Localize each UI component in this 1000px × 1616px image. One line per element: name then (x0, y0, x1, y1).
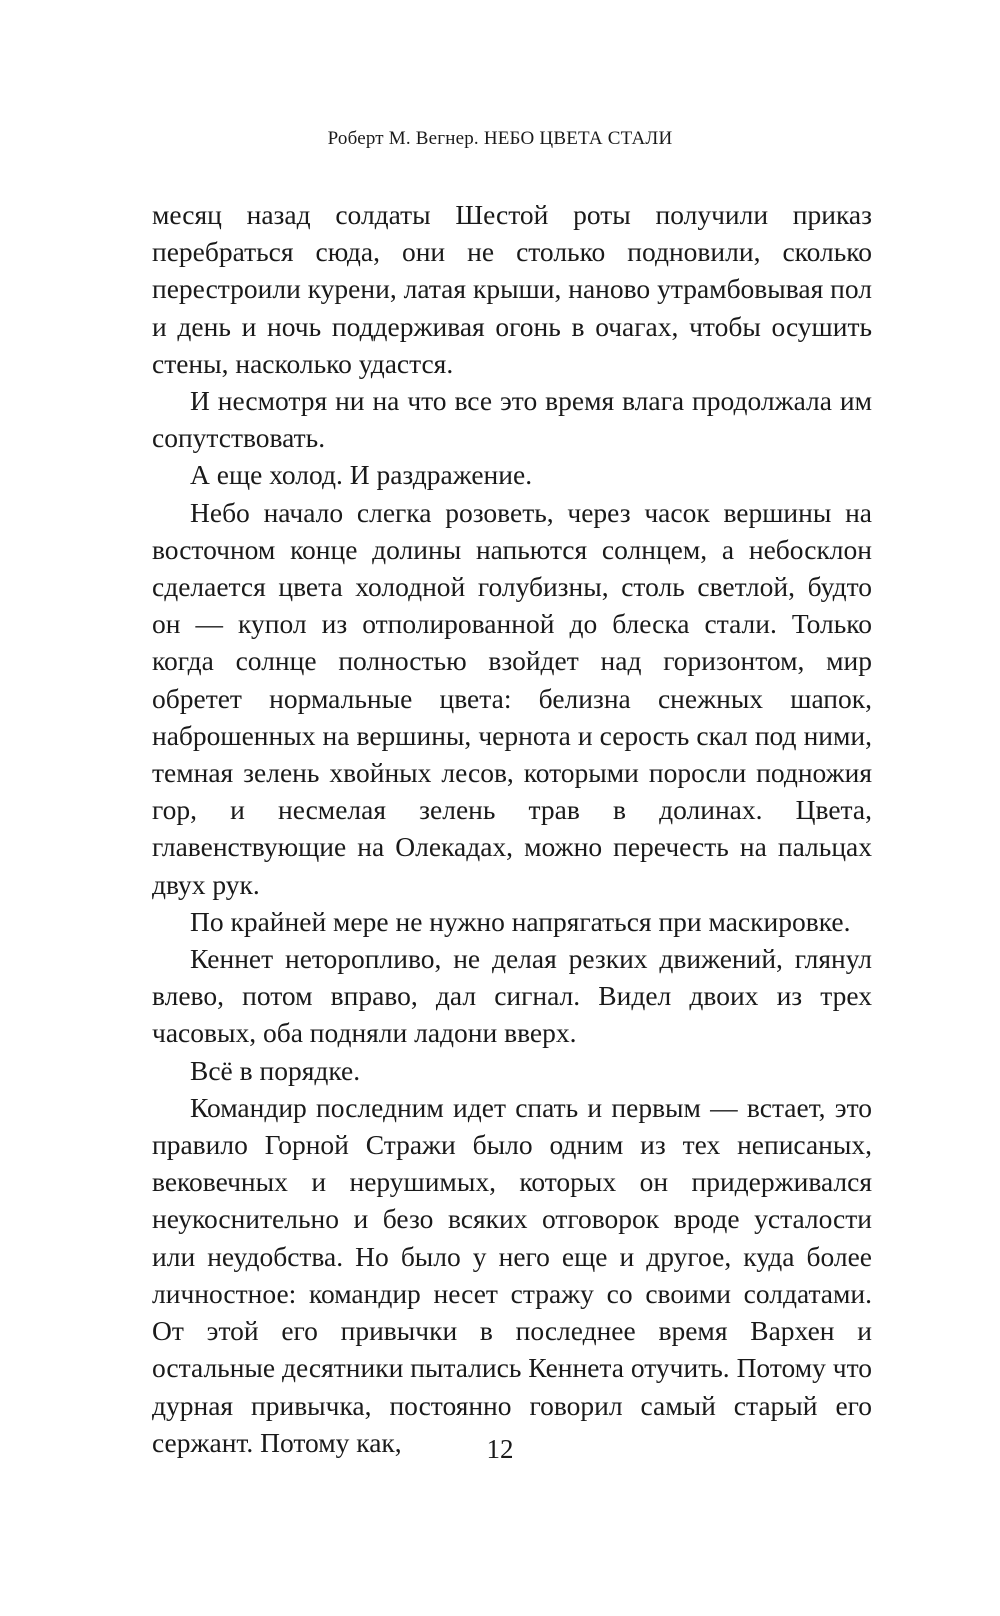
running-header: Роберт М. Вегнер. НЕБО ЦВЕТА СТАЛИ (327, 128, 673, 149)
paragraph: А еще холод. И раздражение. (190, 459, 533, 491)
paragraph-continuation: месяц назад солдаты Шестой роты получили приказ перебраться сюда, они не столько подновили, сколько перестроили курени, латая крыши, наново утрамбовывая пол и день и ночь поддерживая огонь в очагах, чтобы осушить стены, насколько удастся. (152, 199, 872, 379)
page-number: 12 (486, 1434, 514, 1464)
body-text (152, 196, 872, 1461)
paragraph: И несмотря ни на что все это время влага продолжала им сопутствовать. (152, 385, 872, 454)
paragraph: Кеннет неторопливо, не делая резких движений, глянул влево, потом вправо, дал сигнал. Видел двоих из трех часовых, оба подняли ладони вверх. (152, 943, 872, 1049)
paragraph: Всё в порядке. (190, 1054, 361, 1086)
paragraph: Командир последним идет спать и первым — встает, это правило Горной Стражи было одним из тех неписаных, вековечных и нерушимых, которых он придерживался неукоснительно и безо всяких отговорок вроде усталости или неудобства. Но было у него еще и другое, куда более личностное: командир несет стражу со своими солдатами. От этой его привычки в последнее время Вархен и остальные десятники пытались Кеннета отучить. Потому что дурная привычка, постоянно говорил самый старый его сержант. Потому как, (152, 1091, 872, 1458)
paragraph: По крайней мере не нужно напрягаться при маскировке. (190, 905, 851, 937)
paragraph: Небо начало слегка розоветь, через часок вершины на восточном конце долины напьются солнцем, а небосклон сделается цвета холодной голубизны, столь светлой, будто он — купол из отполированной до блеска стали. Только когда солнце полностью взойдет над горизонтом, мир обретет нормальные цвета: белизна снежных шапок, наброшенных на вершины, чернота и серость скал под ними, темная зелень хвойных лесов, которыми поросли подножия гор, и несмелая зелень трав в долинах. Цвета, главенствующие на Олекадах, можно перечесть на пальцах двух рук. (152, 496, 872, 900)
